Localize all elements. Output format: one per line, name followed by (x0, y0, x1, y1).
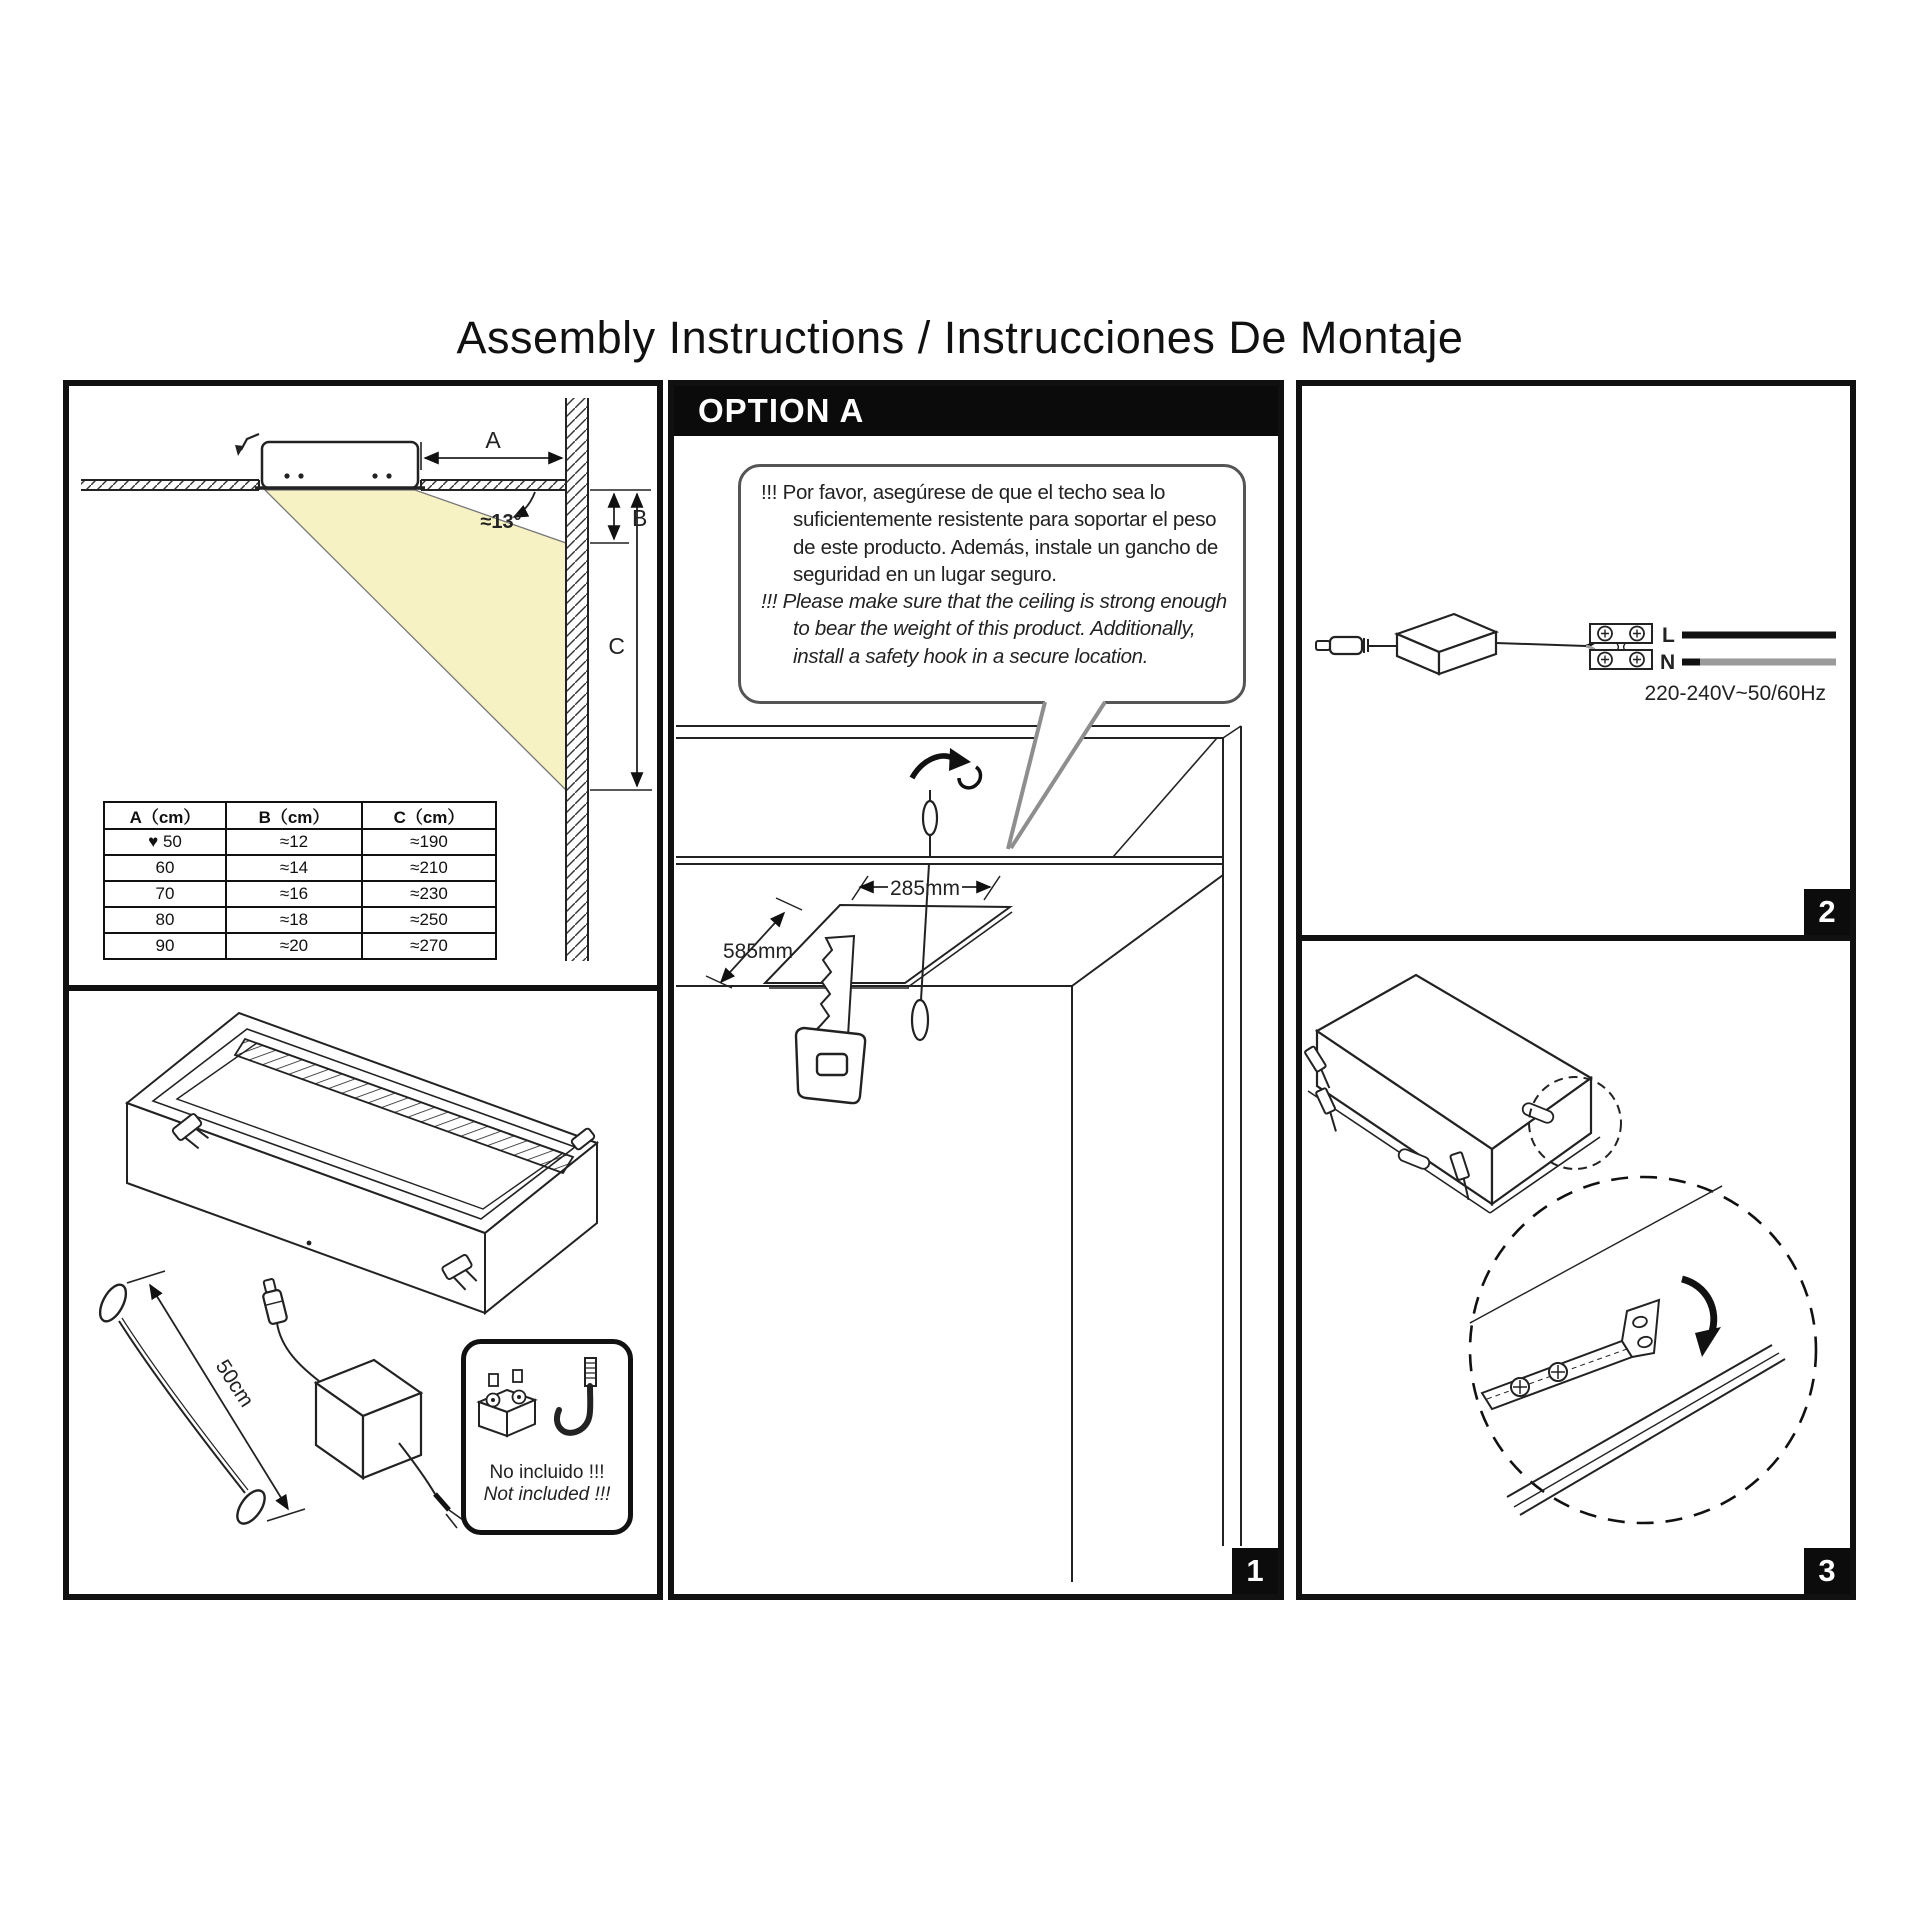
table-header-cell: C（cm） (362, 802, 496, 829)
dimension-cutout-width (852, 876, 1000, 900)
beam-angle (480, 492, 535, 533)
dimension-b (590, 490, 651, 543)
trough-fixture (127, 1013, 597, 1313)
dim-b-label: B (632, 505, 648, 531)
table-cell: ≈16 (226, 881, 362, 907)
not-included-text-en: Not included !!! (483, 1484, 611, 1505)
not-included-icons (467, 1350, 627, 1460)
table-cell: ≈14 (226, 855, 362, 881)
fixture-housing (1304, 975, 1600, 1213)
table-row (104, 829, 496, 855)
table-row (104, 907, 496, 933)
step-badge-1: 1 (1232, 1548, 1278, 1594)
driver-box (259, 1278, 463, 1528)
cutout-outline (765, 905, 1012, 988)
recessed-fixture (235, 434, 425, 488)
dim-a-label: A (485, 427, 501, 453)
table-cell: ≈12 (226, 829, 362, 855)
page-title: Assembly Instructions / Instrucciones De Montaje (456, 312, 1464, 363)
warning-text-en: !!! Please make sure that the ceiling is strong enough to bear the weight of this product. Additionally, install a safety hook in a secure location. (761, 590, 1227, 668)
terminal-blocks (1586, 624, 1652, 669)
option-a-header: OPTION A (674, 386, 1278, 436)
table-cell: 80 (104, 907, 226, 933)
table-cell: 60 (104, 855, 226, 881)
step-badge-3: 3 (1804, 1548, 1850, 1594)
table-cell: ≈190 (362, 829, 496, 855)
bubble-tail (1008, 701, 1105, 849)
angle-label: ≈13° (480, 511, 522, 533)
dimension-cutout-depth (706, 898, 802, 988)
saw (796, 936, 865, 1103)
cutout-depth-label: 585mm (722, 940, 794, 963)
panel-beam-diagram (63, 380, 663, 991)
panel-mounting (1296, 935, 1856, 1600)
table-cell: ≈230 (362, 881, 496, 907)
table-cell: ≈250 (362, 907, 496, 933)
dimension-c (590, 494, 652, 790)
hook-icon (959, 767, 981, 788)
dim-c-label: C (608, 633, 625, 659)
panel-option-a (668, 380, 1284, 1600)
table-cell: ≈210 (362, 855, 496, 881)
mains-wires (1682, 635, 1836, 662)
dimension-table (103, 801, 497, 960)
driver-box (1397, 614, 1586, 674)
table-cell: 70 (104, 881, 226, 907)
table-cell: ≈18 (226, 907, 362, 933)
table-header-cell: A（cm） (104, 802, 226, 829)
not-included-box (461, 1339, 633, 1535)
mounting-drawing (1302, 941, 1850, 1594)
power-rating: 220-240V~50/60Hz (1644, 682, 1826, 705)
dc-plug (1316, 637, 1397, 654)
table-row (104, 933, 496, 959)
ceiling-structure (676, 726, 1241, 1582)
ceiling-hook-icon (557, 1358, 596, 1433)
wall-section (566, 398, 588, 961)
panel-wiring (1296, 380, 1856, 941)
warning-text-es: !!! Por favor, asegúrese de que el techo sea lo suficientemente resistente para soportar el peso de este producto. Además, instale un gancho de seguridad en un lugar seguro. (761, 481, 1218, 586)
wiring-drawing (1302, 386, 1850, 935)
live-label: L (1662, 624, 1675, 647)
light-beam (265, 490, 566, 790)
table-header-cell: B（cm） (226, 802, 362, 829)
table-row (104, 881, 496, 907)
dimension-a (421, 427, 562, 470)
table-header-row (104, 802, 496, 829)
table-cell: ≈270 (362, 933, 496, 959)
step-badge-2: 2 (1804, 889, 1850, 935)
table-row (104, 855, 496, 881)
cutout-width-label: 285mm (889, 877, 961, 900)
ceiling-cutout-drawing (674, 386, 1278, 1594)
table-cell: ≈20 (226, 933, 362, 959)
bracket-detail (1470, 1177, 1816, 1523)
table-cell: 90 (104, 933, 226, 959)
not-included-text-es: No incluido !!! (489, 1462, 605, 1483)
panel-parts (63, 985, 663, 1600)
cable-length-label: 50cm (210, 1355, 259, 1412)
table-cell: ♥ 50 (104, 829, 226, 855)
terminal-block-icon (479, 1370, 535, 1436)
neutral-label: N (1660, 651, 1676, 674)
